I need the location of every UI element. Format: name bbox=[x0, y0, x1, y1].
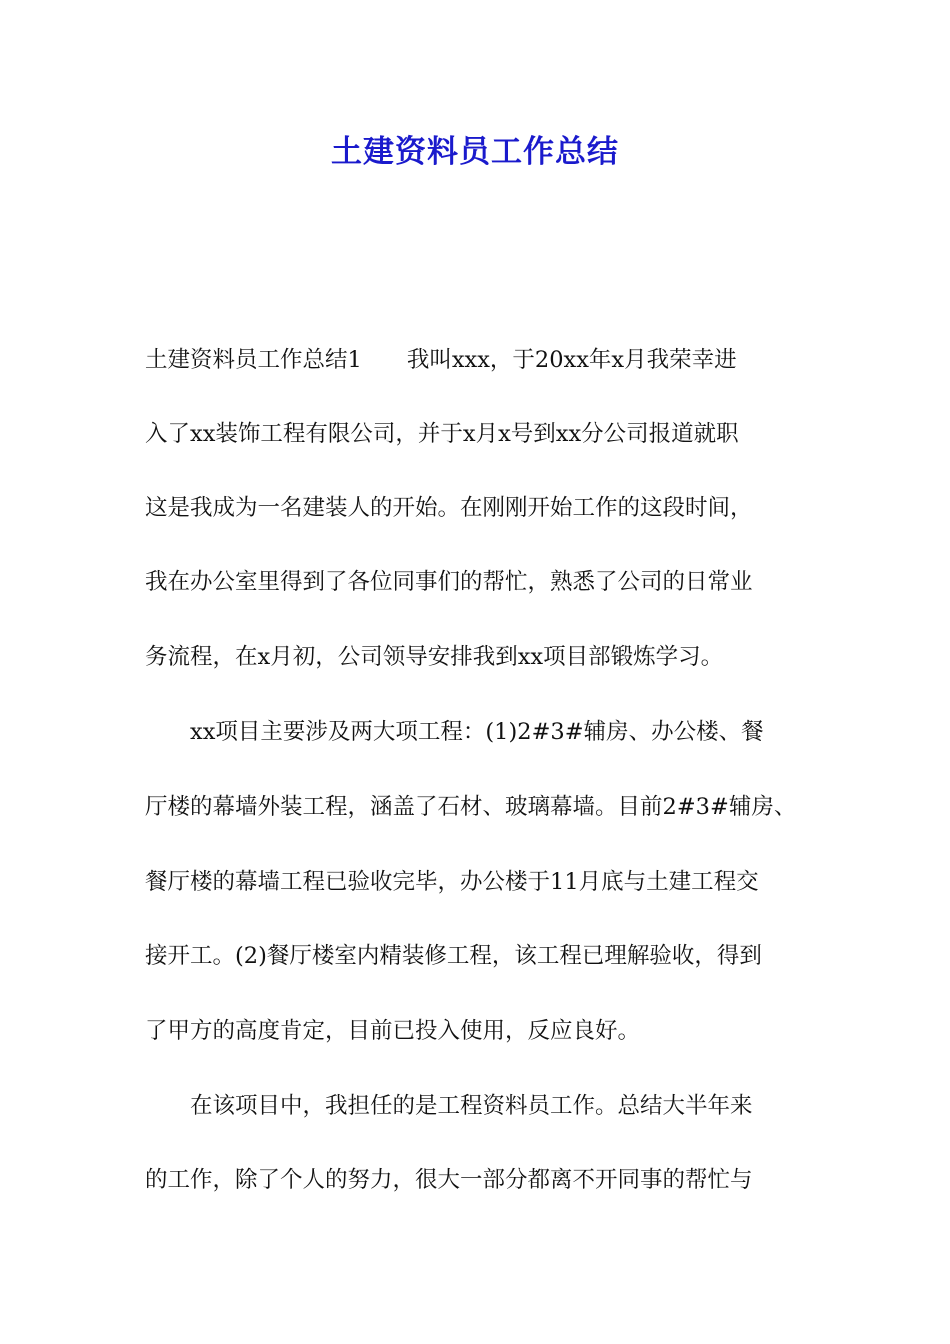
body-line-8: 餐厅楼的幕墙工程已验收完毕，办公楼于11月底与土建工程交 bbox=[145, 869, 759, 895]
body-line-6: xx项目主要涉及两大项工程：(1)2#3#辅房、办公楼、餐 bbox=[145, 719, 764, 745]
body-line-3: 这是我成为一名建装人的开始。在刚刚开始工作的这段时间， bbox=[145, 495, 753, 521]
body-line-1: 土建资料员工作总结1 我叫xxx，于20xx年x月我荣幸进 bbox=[145, 347, 737, 373]
body-line-7: 厅楼的幕墙外装工程，涵盖了石材、玻璃幕墙。目前2#3#辅房、 bbox=[145, 794, 797, 820]
body-line-10: 了甲方的高度肯定，目前已投入使用，反应良好。 bbox=[145, 1018, 641, 1044]
body-line-12: 的工作，除了个人的努力，很大一部分都离不开同事的帮忙与 bbox=[145, 1167, 753, 1193]
body-line-2: 入了xx装饰工程有限公司，并于x月x号到xx分公司报道就职 bbox=[145, 421, 739, 447]
body-line-9: 接开工。(2)餐厅楼室内精装修工程，该工程已理解验收，得到 bbox=[145, 943, 762, 969]
body-line-4: 我在办公室里得到了各位同事们的帮忙，熟悉了公司的日常业 bbox=[145, 569, 753, 595]
body-line-5: 务流程，在x月初，公司领导安排我到xx项目部锻炼学习。 bbox=[145, 644, 724, 670]
body-line-11: 在该项目中，我担任的是工程资料员工作。总结大半年来 bbox=[145, 1093, 753, 1119]
document-title: 土建资料员工作总结 bbox=[331, 134, 619, 170]
